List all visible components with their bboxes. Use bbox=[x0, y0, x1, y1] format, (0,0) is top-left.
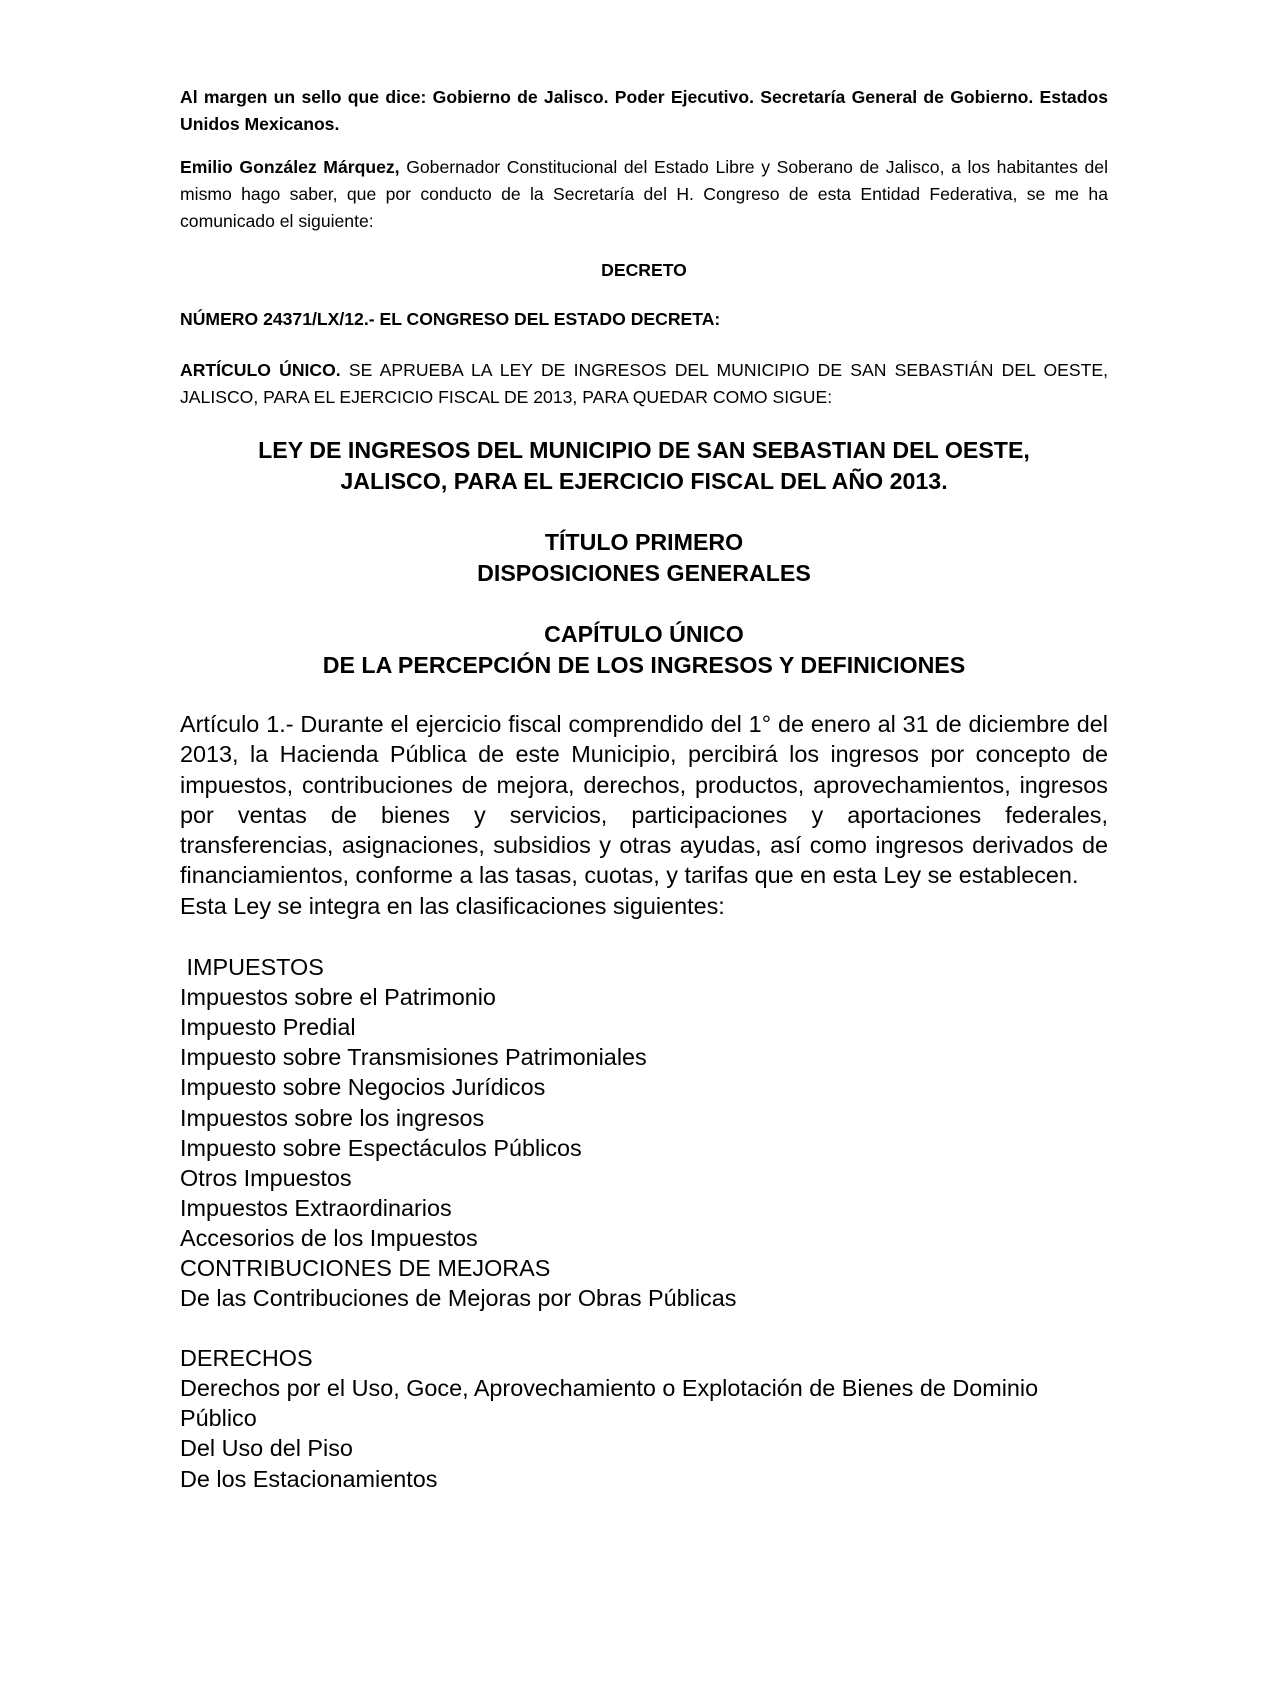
law-title bbox=[180, 435, 1108, 497]
titulo-heading bbox=[180, 527, 1108, 589]
list-item: De las Contribuciones de Mejoras por Obras Públicas bbox=[180, 1285, 737, 1312]
document-page bbox=[180, 84, 1108, 1494]
articulo-1-paragraph: Artículo 1.- Durante el ejercicio fiscal comprendido del 1° de enero al 31 de diciembre del 2013, la Hacienda Pública de este Municipio, percibirá los ingresos por concepto de impuestos, contribuciones de mejora, derechos, productos, aprovechamientos, ingresos por ventas de bienes y servicios, participaciones y aportaciones federales, transferencias, asignaciones, subsidios y otras ayudas, así como ingresos derivados de financiamientos, conforme a las tasas, cuotas, y tarifas que en esta Ley se establecen. bbox=[180, 711, 1108, 889]
capitulo-heading bbox=[180, 619, 1108, 681]
list-item: Impuestos Extraordinarios bbox=[180, 1194, 452, 1221]
list-item: Impuesto sobre Transmisiones Patrimoniales bbox=[180, 1044, 647, 1071]
list-item: Del Uso del Piso bbox=[180, 1435, 353, 1462]
list-item: CONTRIBUCIONES DE MEJORAS bbox=[180, 1255, 551, 1282]
law-title-line-2: JALISCO, PARA EL EJERCICIO FISCAL DEL AÑO 2013. bbox=[340, 468, 948, 494]
list-item: IMPUESTOS bbox=[180, 954, 324, 981]
articulo-unico-paragraph bbox=[180, 357, 1108, 411]
titulo-line-2: DISPOSICIONES GENERALES bbox=[477, 560, 811, 586]
list-item: Impuesto sobre Espectáculos Públicos bbox=[180, 1134, 582, 1161]
law-title-line-1: LEY DE INGRESOS DEL MUNICIPIO DE SAN SEBASTIAN DEL OESTE, bbox=[258, 437, 1030, 463]
list-item: Impuestos sobre el Patrimonio bbox=[180, 984, 496, 1011]
decreto-heading: DECRETO bbox=[601, 260, 687, 280]
list-item: Impuestos sobre los ingresos bbox=[180, 1104, 485, 1131]
capitulo-line-1: CAPÍTULO ÚNICO bbox=[544, 621, 744, 647]
list-item: Impuesto sobre Negocios Jurídicos bbox=[180, 1074, 546, 1101]
governor-text: Gobernador Constitucional del Estado Libre y Soberano de Jalisco, a los habitantes del mismo hago saber, que por conducto de la Secretaría del H. Congreso de esta Entidad Federativa, se me ha comunicado el siguiente: bbox=[180, 157, 1108, 231]
margin-seal-note: Al margen un sello que dice: Gobierno de Jalisco. Poder Ejecutivo. Secretaría General de Gobierno. Estados Unidos Mexicanos. bbox=[180, 87, 1108, 134]
list-item: Impuesto Predial bbox=[180, 1014, 356, 1041]
list-item: Derechos por el Uso, Goce, Aprovechamiento o Explotación de Bienes de Dominio Público bbox=[180, 1375, 1039, 1432]
governor-paragraph bbox=[180, 154, 1108, 235]
list-item: Accesorios de los Impuestos bbox=[180, 1224, 478, 1251]
list-item: Otros Impuestos bbox=[180, 1164, 352, 1191]
decree-number: NÚMERO 24371/LX/12.- EL CONGRESO DEL ESTADO DECRETA: bbox=[180, 309, 721, 329]
articulo-unico-text: SE APRUEBA LA LEY DE INGRESOS DEL MUNICIPIO DE SAN SEBASTIÁN DEL OESTE, JALISCO, PARA EL EJERCICIO FISCAL DE 2013, PARA QUEDAR COMO SIGUE: bbox=[180, 360, 1108, 407]
list-item: De los Estacionamientos bbox=[180, 1465, 438, 1492]
titulo-line-1: TÍTULO PRIMERO bbox=[544, 529, 744, 555]
clasificaciones-intro: Esta Ley se integra en las clasificaciones siguientes: bbox=[180, 892, 725, 919]
derechos-list bbox=[180, 1343, 1108, 1493]
impuestos-list bbox=[180, 952, 1108, 1313]
capitulo-line-2: DE LA PERCEPCIÓN DE LOS INGRESOS Y DEFINICIONES bbox=[322, 652, 966, 678]
governor-name: Emilio González Márquez, bbox=[180, 157, 400, 177]
list-item: DERECHOS bbox=[180, 1345, 313, 1372]
articulo-unico-label: ARTÍCULO ÚNICO. bbox=[180, 360, 341, 380]
